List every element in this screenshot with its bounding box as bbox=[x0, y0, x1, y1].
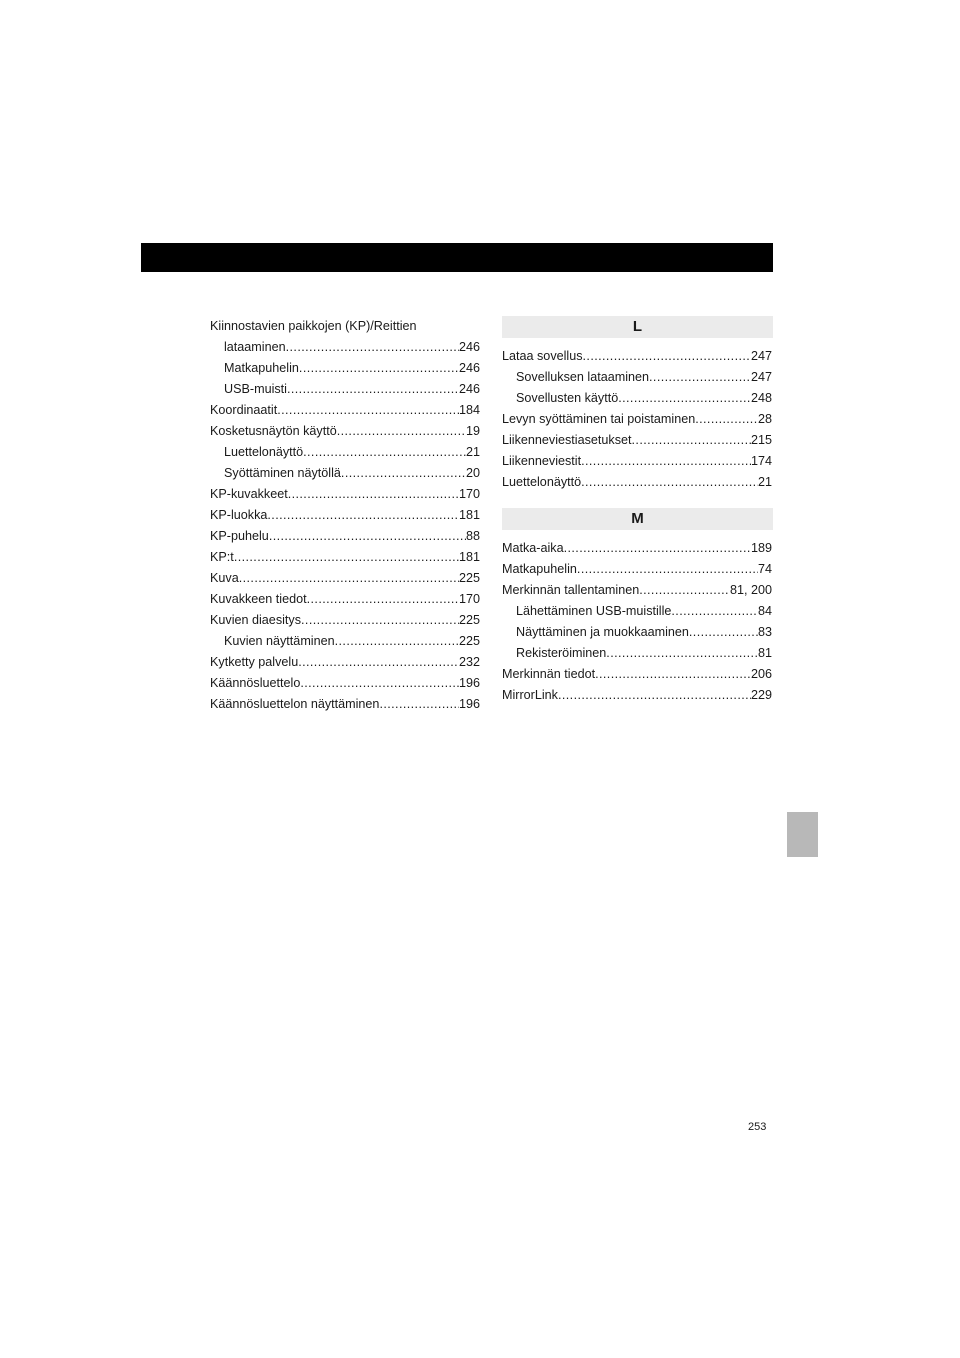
entry-page: 248 bbox=[750, 391, 772, 405]
entry-title: KP:t bbox=[210, 550, 234, 564]
index-entry-title-line1: Kiinnostavien paikkojen (KP)/Reittien bbox=[210, 319, 417, 333]
leader-dots bbox=[298, 652, 459, 673]
entry-page: 229 bbox=[750, 688, 772, 702]
index-entry bbox=[502, 346, 772, 367]
index-entry bbox=[502, 580, 772, 601]
leader-dots bbox=[303, 442, 466, 463]
leader-dots bbox=[335, 631, 459, 652]
entry-title: Kytketty palvelu bbox=[210, 655, 299, 669]
leader-dots bbox=[689, 622, 758, 643]
entry-title: KP-kuvakkeet bbox=[210, 487, 288, 501]
entry-page: 246 bbox=[458, 382, 480, 396]
entry-page: 174 bbox=[750, 454, 772, 468]
entry-page: 225 bbox=[458, 613, 480, 627]
entry-title: Luettelonäyttö bbox=[224, 445, 304, 459]
leader-dots bbox=[300, 673, 459, 694]
leader-dots bbox=[287, 379, 459, 400]
index-entry bbox=[502, 559, 772, 580]
index-entry bbox=[210, 337, 480, 358]
index-entries-m bbox=[502, 538, 772, 706]
entry-page: 170 bbox=[458, 592, 480, 606]
entry-title: Sovelluksen lataaminen bbox=[516, 370, 650, 384]
index-column-left bbox=[210, 316, 480, 715]
entry-title: Kosketusnäytön käyttö bbox=[210, 424, 337, 438]
entry-title: KP-luokka bbox=[210, 508, 268, 522]
entry-page: 196 bbox=[458, 697, 480, 711]
entry-page: 81, 200 bbox=[729, 583, 772, 597]
leader-dots bbox=[649, 367, 751, 388]
leader-dots bbox=[234, 547, 459, 568]
page-number: 253 bbox=[748, 1121, 767, 1133]
index-entries bbox=[210, 358, 480, 715]
entry-page: 88 bbox=[465, 529, 480, 543]
entry-page: 206 bbox=[750, 667, 772, 681]
entry-page: 81 bbox=[757, 646, 772, 660]
index-subentry bbox=[502, 367, 772, 388]
entry-title: Levyn syöttäminen tai poistaminen bbox=[502, 412, 696, 426]
index-entry bbox=[502, 472, 772, 493]
leader-dots bbox=[307, 589, 459, 610]
leader-dots bbox=[337, 421, 466, 442]
entry-title: Merkinnän tiedot bbox=[502, 667, 596, 681]
index-subentry bbox=[502, 643, 772, 664]
index-entry bbox=[210, 484, 480, 505]
leader-dots bbox=[564, 538, 751, 559]
entry-title: Matka-aika bbox=[502, 541, 564, 555]
entry-page: 181 bbox=[458, 550, 480, 564]
entry-title: Merkinnän tallentaminen bbox=[502, 583, 640, 597]
entry-title: Kuvien diaesitys bbox=[210, 613, 302, 627]
entry-page: 232 bbox=[458, 655, 480, 669]
entry-title: MirrorLink bbox=[502, 688, 558, 702]
index-entries-l bbox=[502, 346, 772, 493]
index-subentry bbox=[210, 442, 480, 463]
index-entry bbox=[210, 568, 480, 589]
index-entry bbox=[210, 589, 480, 610]
leader-dots bbox=[606, 643, 758, 664]
leader-dots bbox=[269, 526, 466, 547]
leader-dots bbox=[632, 430, 751, 451]
index-entry bbox=[210, 421, 480, 442]
entry-title: Lataa sovellus bbox=[502, 349, 583, 363]
leader-dots bbox=[671, 601, 758, 622]
leader-dots bbox=[379, 694, 459, 715]
leader-dots bbox=[301, 610, 459, 631]
index-entry bbox=[210, 673, 480, 694]
chapter-tab bbox=[787, 812, 818, 857]
index-subentry bbox=[210, 631, 480, 652]
index-entry bbox=[210, 652, 480, 673]
index-entry bbox=[210, 505, 480, 526]
index-entry bbox=[502, 451, 772, 472]
entry-page: 225 bbox=[458, 571, 480, 585]
leader-dots bbox=[618, 388, 751, 409]
leader-dots bbox=[695, 409, 758, 430]
index-entry bbox=[502, 430, 772, 451]
index-subentry bbox=[502, 622, 772, 643]
index-column-right bbox=[502, 316, 772, 706]
entry-page: 184 bbox=[458, 403, 480, 417]
leader-dots bbox=[581, 451, 751, 472]
index-entry bbox=[210, 610, 480, 631]
index-subentry bbox=[502, 601, 772, 622]
entry-title: Rekisteröiminen bbox=[516, 646, 607, 660]
leader-dots bbox=[277, 400, 459, 421]
entry-title: Liikenneviestit bbox=[502, 454, 582, 468]
index-entry bbox=[502, 685, 772, 706]
entry-title: Käännösluettelon näyttäminen bbox=[210, 697, 380, 711]
entry-title: KP-puhelu bbox=[210, 529, 269, 543]
leader-dots bbox=[595, 664, 751, 685]
entry-page: 170 bbox=[458, 487, 480, 501]
section-letter-l: L bbox=[502, 316, 773, 338]
leader-dots bbox=[583, 346, 751, 367]
entry-page: 189 bbox=[750, 541, 772, 555]
entry-title: Liikenneviestiasetukset bbox=[502, 433, 632, 447]
entry-page: 181 bbox=[458, 508, 480, 522]
entry-page: 21 bbox=[757, 475, 772, 489]
entry-page: 20 bbox=[465, 466, 480, 480]
entry-page: 19 bbox=[465, 424, 480, 438]
entry-title: Matkapuhelin bbox=[224, 361, 299, 375]
index-entry bbox=[502, 409, 772, 430]
leader-dots bbox=[341, 463, 466, 484]
entry-page: 247 bbox=[750, 349, 772, 363]
entry-page: 83 bbox=[757, 625, 772, 639]
index-subentry bbox=[210, 463, 480, 484]
index-entry bbox=[502, 538, 772, 559]
entry-title: Matkapuhelin bbox=[502, 562, 577, 576]
entry-page: 225 bbox=[458, 634, 480, 648]
entry-title: USB-muisti bbox=[224, 382, 287, 396]
leader-dots bbox=[577, 559, 758, 580]
entry-title: Lähettäminen USB-muistille bbox=[516, 604, 672, 618]
leader-dots bbox=[288, 484, 459, 505]
entry-page: 246 bbox=[458, 361, 480, 375]
leader-dots bbox=[299, 358, 459, 379]
entry-page: 196 bbox=[458, 676, 480, 690]
entry-page: 247 bbox=[750, 370, 772, 384]
entry-title: Kuva bbox=[210, 571, 239, 585]
index-subentry bbox=[210, 358, 480, 379]
leader-dots bbox=[267, 505, 459, 526]
entry-title: Kuvakkeen tiedot bbox=[210, 592, 307, 606]
entry-title: Sovellusten käyttö bbox=[516, 391, 619, 405]
entry-title: Näyttäminen ja muokkaaminen bbox=[516, 625, 689, 639]
entry-title: Koordinaatit bbox=[210, 403, 278, 417]
section-letter-m: M bbox=[502, 508, 773, 530]
leader-dots bbox=[286, 337, 459, 358]
entry-page: 28 bbox=[757, 412, 772, 426]
header-bar bbox=[141, 243, 773, 272]
index-entry bbox=[210, 694, 480, 715]
entry-title: lataaminen bbox=[224, 340, 286, 354]
entry-page: 246 bbox=[458, 340, 480, 354]
entry-page: 74 bbox=[757, 562, 772, 576]
entry-page: 84 bbox=[757, 604, 772, 618]
entry-title: Syöttäminen näytöllä bbox=[224, 466, 341, 480]
entry-page: 215 bbox=[750, 433, 772, 447]
index-entry bbox=[210, 526, 480, 547]
index-subentry bbox=[502, 388, 772, 409]
entry-title: Kuvien näyttäminen bbox=[224, 634, 335, 648]
leader-dots bbox=[558, 685, 751, 706]
index-entry bbox=[502, 664, 772, 685]
entry-title: Luettelonäyttö bbox=[502, 475, 582, 489]
index-entry bbox=[210, 547, 480, 568]
leader-dots bbox=[581, 472, 758, 493]
index-entry bbox=[210, 400, 480, 421]
leader-dots bbox=[639, 580, 730, 601]
index-subentry bbox=[210, 379, 480, 400]
entry-page: 21 bbox=[465, 445, 480, 459]
entry-title: Käännösluettelo bbox=[210, 676, 301, 690]
leader-dots bbox=[239, 568, 459, 589]
